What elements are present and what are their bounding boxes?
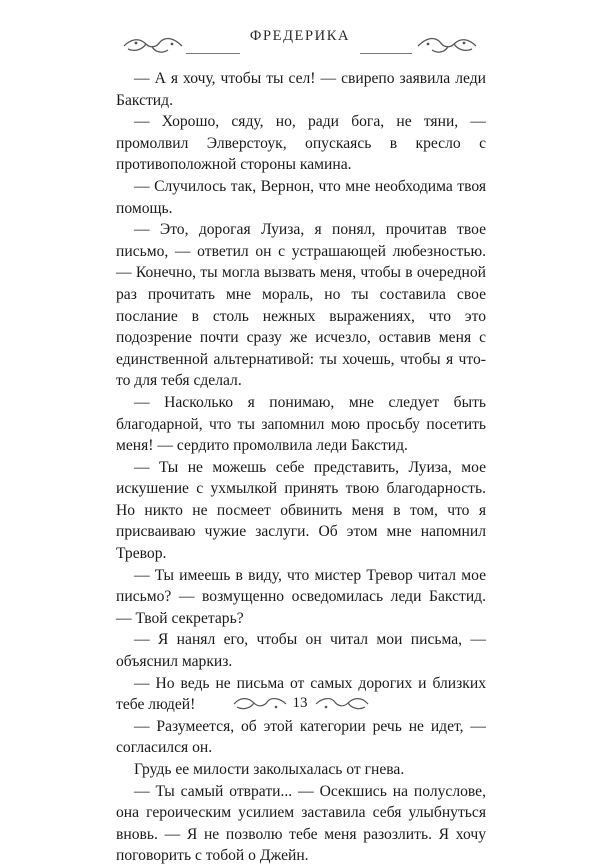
paragraph: — Ты имеешь в виду, что мистер Тревор читал мое письмо? — возмущенно осведомилась леди Бакстид. — Твой секретарь? xyxy=(116,566,486,627)
paragraph: — Разумеется, об этой категории речь не идет, — согласился он. xyxy=(116,717,486,757)
paragraph: — Насколько я понимаю, мне следует быть благодарной, что ты запомнил мою просьбу посетить меня! — сердито промолвила леди Бакстид. xyxy=(116,393,486,455)
paragraph: — А я хочу, чтобы ты сел! — свирепо заявила леди Бакстид. xyxy=(116,70,486,109)
paragraph: — Но ведь не письма от самых дорогих и близких тебе людей! xyxy=(116,674,486,714)
right-header-ornament-icon xyxy=(414,32,478,58)
right-header-rule xyxy=(360,53,412,54)
running-title: ФРЕДЕРИКА xyxy=(249,28,351,44)
paragraph: Грудь ее милости заколыхалась от гнева. xyxy=(134,761,405,778)
right-footer-ornament-icon xyxy=(314,692,370,716)
left-header-rule xyxy=(186,53,240,54)
paragraph: — Хорошо, сяду, но, ради бога, не тяни, — промолвил Элверстоук, опускаясь в кресло с противоположной стороны камина. xyxy=(116,113,486,174)
page-footer xyxy=(0,690,600,720)
paragraph: — Случилось так, Вернон, что мне необходима твоя помощь. xyxy=(116,177,486,217)
body-text xyxy=(116,68,486,867)
paragraph: — Это, дорогая Луиза, я понял, прочитав твое письмо, — ответил он с устрашающей любезностью. — Конечно, ты могла вызвать меня, чтобы в очередной раз прочитать мне мораль, но ты составила свое послание в столь нежных выражениях, что это подозрение почти сразу же исчезло, оставив меня с единственной альтернативой: ты хочешь, чтобы я что-то для тебя сделал. xyxy=(116,221,486,390)
running-header xyxy=(0,22,600,62)
page-number: 13 xyxy=(292,695,308,711)
paragraph: — Я нанял его, чтобы он читал мои письма, — объяснил маркиз. xyxy=(116,631,486,671)
paragraph: — Ты не можешь себе представить, Луиза, мое искушение с ухмылкой принять твою благодарность. Но никто не посмеет обвинить меня в том, что я присваиваю чужие заслуги. Об этом мне напомнил Тревор. xyxy=(116,458,486,563)
paragraph: — Ты самый отврати... — Осекшись на полуслове, она героическим усилием заставила себя улыбнуться вновь. — Я не позволю тебе меня разозлить. Я хочу поговорить с тобой о Джейн. xyxy=(116,782,486,865)
